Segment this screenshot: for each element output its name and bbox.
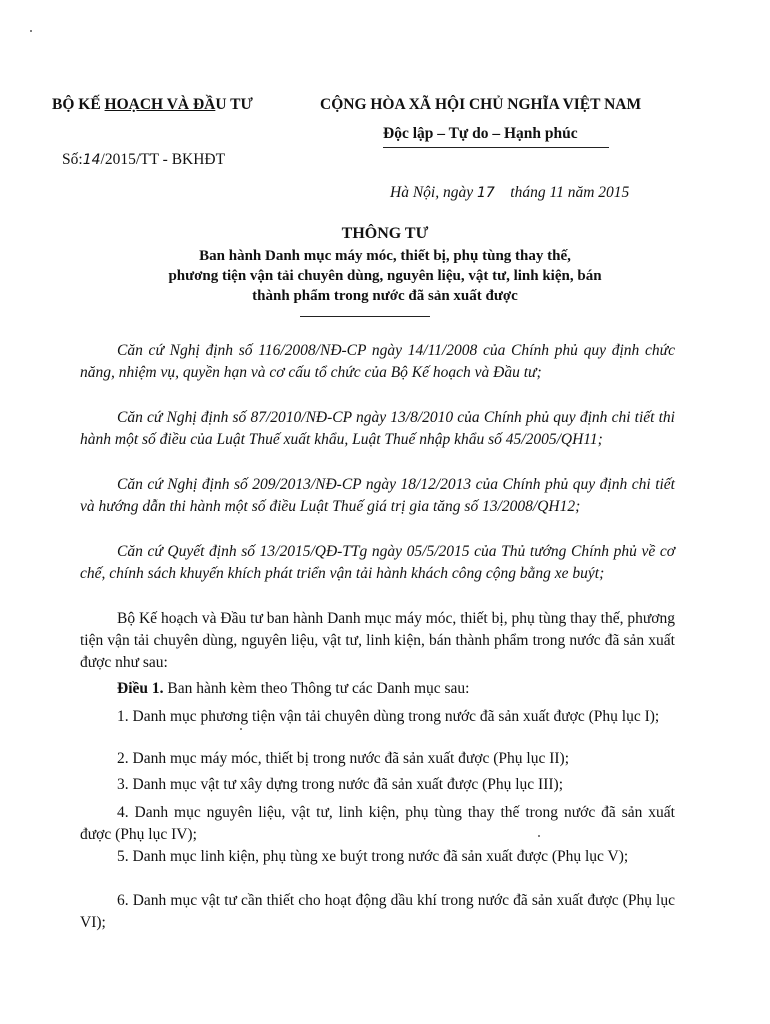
issue-date xyxy=(390,184,629,202)
issue-date-suffix: tháng 11 năm 2015 xyxy=(510,184,630,201)
list-item-1: 1. Danh mục phương tiện vận tải chuyên dùng trong nước đã sản xuất được (Phụ lục I); xyxy=(117,708,660,725)
legal-basis-1: Căn cứ Nghị định số 116/2008/NĐ-CP ngày 14/11/2008 của Chính phủ quy định chức năng, nhiệm vụ, quyền hạn và cơ cấu tổ chức của Bộ Kế hoạch và Đầu tư; xyxy=(80,342,675,381)
ministry-name-prefix: BỘ KẾ xyxy=(52,96,105,113)
title-line-2: phương tiện vận tải chuyên dùng, nguyên liệu, vật tư, linh kiện, bán xyxy=(168,268,602,284)
title-line-3: thành phẩm trong nước đã sản xuất được xyxy=(252,288,518,304)
list-item-5: 5. Danh mục linh kiện, phụ tùng xe buýt trong nước đã sản xuất được (Phụ lục V); xyxy=(117,848,629,865)
document-number-handwritten: 14 xyxy=(82,152,101,168)
article-1-label: Điều 1. xyxy=(117,680,164,697)
country-name: CỘNG HÒA XÃ HỘI CHỦ NGHĨA VIỆT NAM xyxy=(320,96,642,113)
ministry-name-underlined: HOẠCH VÀ ĐẦ xyxy=(104,96,216,113)
motto-underline xyxy=(383,147,609,148)
document-number-suffix: /2015/TT - BKHĐT xyxy=(100,151,226,168)
article-1-text: Ban hành kèm theo Thông tư các Danh mục sau: xyxy=(163,680,470,697)
legal-basis-4: Căn cứ Quyết định số 13/2015/QĐ-TTg ngày 05/5/2015 của Thủ tướng Chính phủ về cơ chế, chính sách khuyến khích phát triển vận tải hành khách công cộng bằng xe buýt; xyxy=(80,543,675,582)
ministry-name xyxy=(52,96,253,114)
legal-basis-2: Căn cứ Nghị định số 87/2010/NĐ-CP ngày 13/8/2010 của Chính phủ quy định chi tiết thi hành một số điều của Luật Thuế xuất khẩu, Luật Thuế nhập khẩu số 45/2005/QH11; xyxy=(80,409,675,448)
document-number-label: Số: xyxy=(62,151,83,168)
title-underline xyxy=(300,316,430,317)
list-item-6: 6. Danh mục vật tư cần thiết cho hoạt động dầu khí trong nước đã sản xuất được (Phụ lục VI); xyxy=(80,892,675,931)
title-line-1: Ban hành Danh mục máy móc, thiết bị, phụ tùng thay thế, xyxy=(199,248,571,264)
document-type-title: THÔNG TƯ xyxy=(341,225,429,242)
list-item-4: 4. Danh mục nguyên liệu, vật tư, linh kiện, phụ tùng thay thế trong nước đã sản xuất được (Phụ lục IV); xyxy=(80,804,675,843)
scan-speck xyxy=(240,728,242,730)
issue-date-day: 17 xyxy=(476,185,495,201)
article-1 xyxy=(80,678,675,700)
list-item-3: 3. Danh mục vật tư xây dựng trong nước đã sản xuất được (Phụ lục III); xyxy=(117,776,564,793)
issue-date-prefix: Hà Nội, ngày xyxy=(390,184,474,201)
scan-speck xyxy=(538,835,540,837)
ministry-name-suffix: U TƯ xyxy=(215,96,253,113)
national-motto: Độc lập – Tự do – Hạnh phúc xyxy=(383,125,578,142)
document-number xyxy=(62,151,225,169)
list-item-2: 2. Danh mục máy móc, thiết bị trong nước đã sản xuất được (Phụ lục II); xyxy=(117,750,570,767)
scan-speck xyxy=(30,30,32,32)
preamble: Bộ Kế hoạch và Đầu tư ban hành Danh mục máy móc, thiết bị, phụ tùng thay thế, phương tiện vận tải chuyên dùng, nguyên liệu, vật tư, linh kiện, bán thành phẩm trong nước đã sản xuất được như sau: xyxy=(80,610,675,671)
legal-basis-3: Căn cứ Nghị định số 209/2013/NĐ-CP ngày 18/12/2013 của Chính phủ quy định chi tiết và hướng dẫn thi hành một số điều Luật Thuế giá trị gia tăng số 13/2008/QH12; xyxy=(80,476,675,515)
